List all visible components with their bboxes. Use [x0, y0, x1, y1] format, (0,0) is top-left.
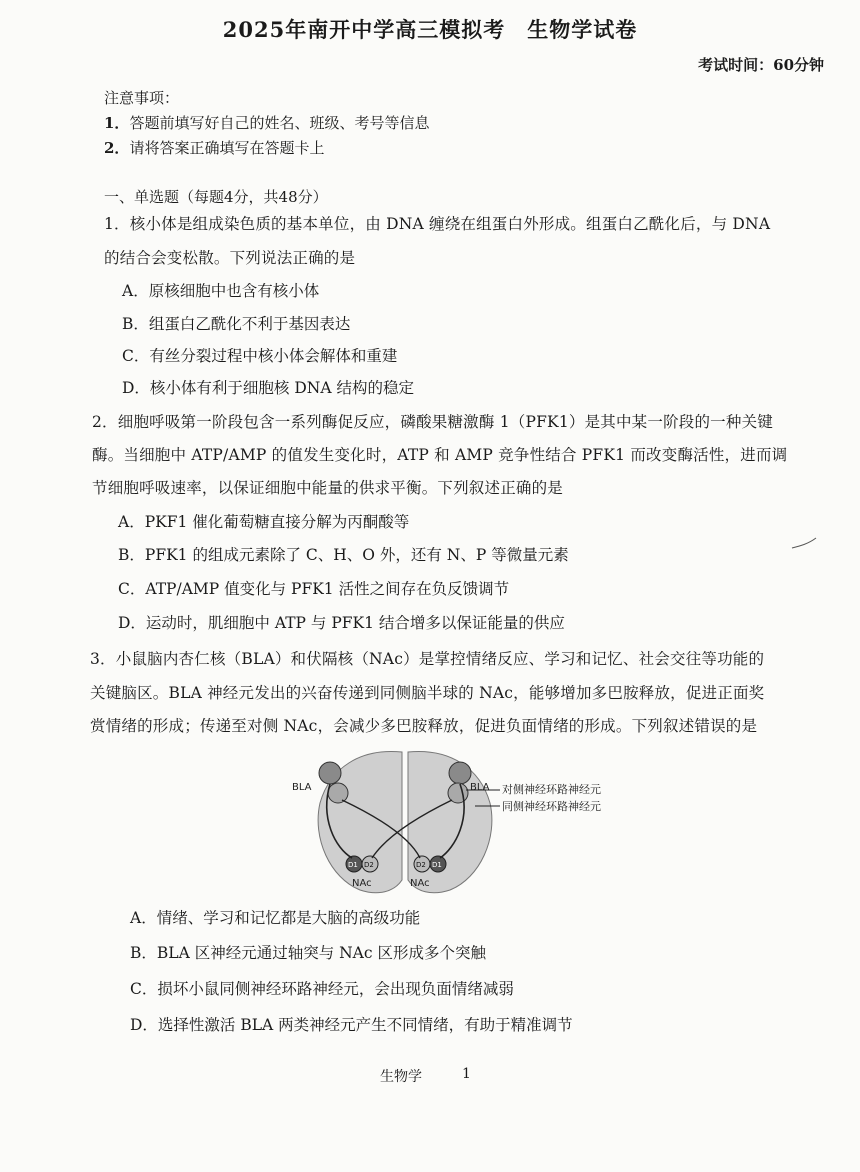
option-d: D．核小体有利于细胞核 DNA 结构的稳定	[122, 379, 414, 397]
notes-item	[104, 111, 429, 136]
option-a: A．原核细胞中也含有核小体	[122, 282, 320, 300]
option-c: C．ATP/AMP 值变化与 PFK1 活性之间存在负反馈调节	[118, 580, 510, 598]
option-c: C．有丝分裂过程中核小体会解体和重建	[122, 347, 398, 365]
notes-block	[104, 86, 429, 161]
question-stem-line: 1．核小体是组成染色质的基本单位，由 DNA 缠绕在组蛋白外形成。组蛋白乙酰化后，与 DNA	[104, 215, 771, 233]
notes-item-num: 2．	[104, 139, 130, 157]
notes-item-text: 请将答案正确填写在答题卡上	[129, 139, 325, 157]
nac-d2-left: D2	[364, 861, 374, 869]
footer-subject: 生物学	[380, 1069, 422, 1085]
question-stem-line: 赏情绪的形成；传递至对侧 NAc，会减少多巴胺释放，促进负面情绪的形成。下列叙述错误的是	[90, 717, 758, 735]
bla-left-label: BLA	[292, 782, 312, 793]
notes-item	[104, 136, 429, 161]
exam-time: 考试时间：60分钟	[698, 56, 824, 74]
notes-item-num: 1．	[104, 114, 130, 132]
nac-left-label: NAc	[352, 878, 372, 889]
option-a: A．PKF1 催化葡萄糖直接分解为丙酮酸等	[118, 513, 410, 531]
question-stem-line: 的结合会变松散。下列说法正确的是	[104, 249, 356, 267]
bla-left-lower	[328, 783, 348, 803]
option-b: B．组蛋白乙酰化不利于基因表达	[122, 315, 351, 333]
nac-d1-left: D1	[348, 861, 358, 869]
nac-d1-right: D1	[432, 861, 442, 869]
question-stem-line: 节细胞呼吸速率，以保证细胞中能量的供求平衡。下列叙述正确的是	[92, 479, 564, 497]
section-title: 一、单选题（每题4分，共48分）	[104, 188, 328, 206]
bla-right-label: BLA	[470, 782, 490, 793]
question-stem-line: 关键脑区。BLA 神经元发出的兴奋传递到同侧脑半球的 NAc，能够增加多巴胺释放，促进正面奖	[90, 684, 765, 702]
bla-left-upper	[319, 762, 341, 784]
ipsi-label: 同侧神经环路神经元	[502, 800, 601, 813]
option-d: D．运动时，肌细胞中 ATP 与 PFK1 结合增多以保证能量的供应	[118, 614, 565, 632]
option-a: A．情绪、学习和记忆都是大脑的高级功能	[130, 909, 421, 927]
notes-item-text: 答题前填写好自己的姓名、班级、考号等信息	[129, 114, 430, 132]
exam-title: 2025年南开中学高三模拟考 生物学试卷	[222, 17, 638, 42]
nac-right-label: NAc	[410, 878, 430, 889]
option-c: C．损坏小鼠同侧神经环路神经元，会出现负面情绪减弱	[130, 980, 514, 998]
option-b: B．BLA 区神经元通过轴突与 NAc 区形成多个突触	[130, 944, 486, 962]
bla-right-upper	[449, 762, 471, 784]
option-d: D．选择性激活 BLA 两类神经元产生不同情绪，有助于精准调节	[130, 1016, 573, 1034]
notes-heading: 注意事项：	[104, 89, 180, 107]
footer-page-number: 1	[462, 1066, 471, 1082]
contra-label: 对侧神经环路神经元	[502, 783, 601, 796]
brain-circuit-figure	[290, 748, 640, 898]
question-stem-line: 2．细胞呼吸第一阶段包含一系列酶促反应，磷酸果糖激酶 1（PFK1）是其中某一阶段的一种关键	[92, 413, 773, 431]
pen-mark	[790, 536, 820, 552]
question-stem-line: 酶。当细胞中 ATP/AMP 的值发生变化时，ATP 和 AMP 竞争性结合 PFK1 而改变酶活性，进而调	[92, 446, 788, 464]
question-stem-line: 3．小鼠脑内杏仁核（BLA）和伏隔核（NAc）是掌控情绪反应、学习和记忆、社会交往等功能的	[90, 650, 765, 668]
option-b: B．PFK1 的组成元素除了 C、H、O 外，还有 N、P 等微量元素	[118, 546, 569, 564]
nac-d2-right: D2	[416, 861, 426, 869]
